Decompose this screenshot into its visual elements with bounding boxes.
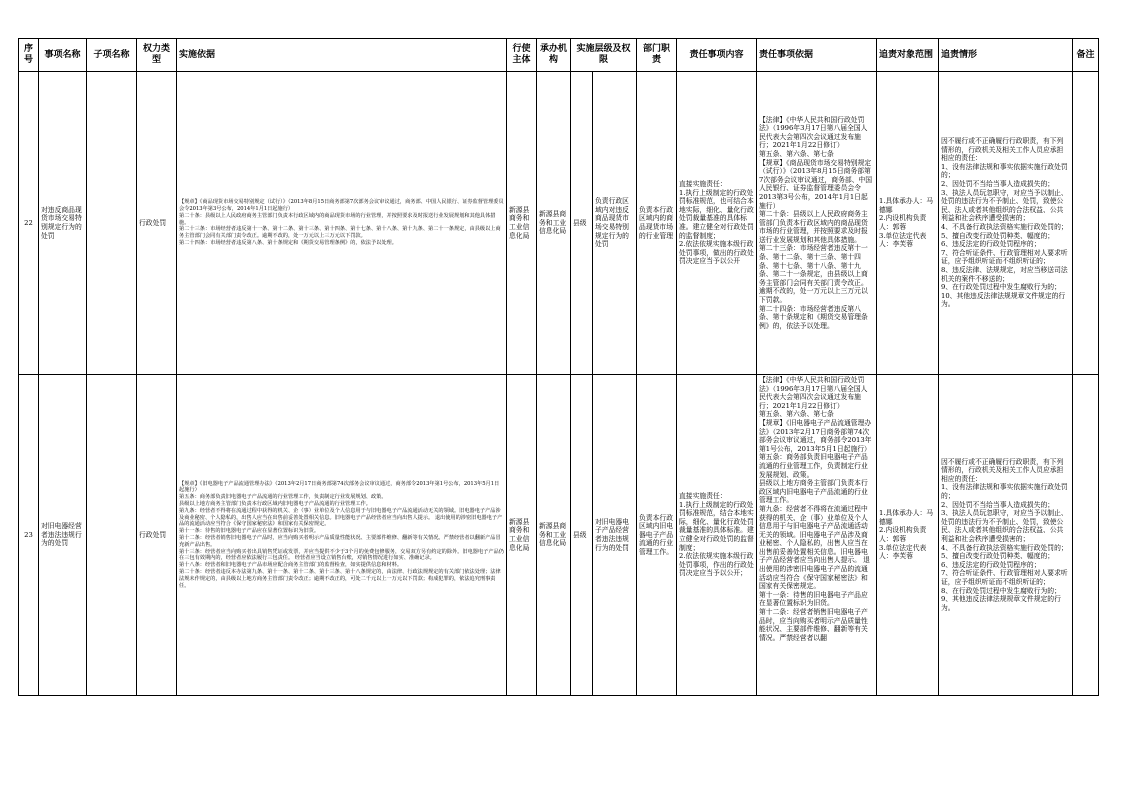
cell-level: 县级: [571, 375, 593, 696]
cell-level: 县级: [571, 72, 593, 375]
header-resp: 责任事项内容: [677, 39, 757, 72]
cell-scope: [877, 72, 939, 375]
cell-basis: [177, 375, 507, 696]
header-scope: 追责对象范围: [877, 39, 939, 72]
table-row: [19, 72, 1099, 375]
cell-basis: [177, 72, 507, 375]
header-subitem: 子项名称: [87, 39, 137, 72]
header-dept: 部门职责: [637, 39, 677, 72]
header-level: 实施层级及权限: [571, 39, 637, 72]
table-row: [19, 375, 1099, 696]
header-power-type: 权力类型: [137, 39, 177, 72]
basis-text: 【规章】《商品现货市场交易特别规定（试行）》（2013年8月15日商务部第7次部务会议审议通过，商务部、中国人民银行、证券监督管理委员会令2013年第3号公布，2014年1月1日起施行） 第二十条：县级以上人民政府商务主管部门负责本行政区域内的商品现货市场的行业管理，并按照要求及时报送行业发展规划和其他具体措施。 第二十三条：市场经营者违反第十一条、第十二条、第十三条、第十四条、第十七条、第十八条、第十九条、第二十一条规定，由县级以上商务主管部门会同有关部门责令改正。逾期不改的，处一万元以上三万元以下罚款。 第二十四条：市场经营者违反第八条、第十条规定和《期货交易管理条例》的，依法予以处理。: [179, 199, 504, 246]
cell-scope: [877, 375, 939, 696]
header-situation: 追责情形: [939, 39, 1073, 72]
header-seq: 序号: [19, 39, 39, 72]
cell-resp: [677, 375, 757, 696]
cell-organ: 新源县商务和工业信息化局: [537, 375, 571, 696]
cell-seq: 22: [19, 72, 39, 375]
scope-text: 1.具体承办人：马德娜 2.内设机构负责人：郭蓉 3.单位法定代表人：李芙蓉: [879, 509, 934, 561]
cell-subject: 新源县商务和工业信息化局: [507, 72, 537, 375]
responsibility-table-sheet: [18, 38, 1098, 696]
resp-text: 直接实施责任： 1.执行上级制定的行政处罚标准规范，结合本地实际，细化、量化行政处罚裁量基准的具体标准。建立健全对行政处罚的监督制度； 2.依法依规实施本级行政处罚事项，作出的行政处罚决定应当予以公开；: [679, 492, 754, 578]
cell-situation: [939, 72, 1073, 375]
header-basis: 实施依据: [177, 39, 507, 72]
header-note: 备注: [1073, 39, 1099, 72]
scope-text: 1.具体承办人：马德娜 2.内设机构负责人：郭蓉 3.单位法定代表人：李芙蓉: [879, 197, 934, 249]
header-subject: 行使主体: [507, 39, 537, 72]
cell-resp-basis: [757, 375, 877, 696]
resp-basis-text: 【法律】《中华人民共和国行政处罚法》（1996年3月17日第八届全国人民代表大会第四次会议通过发布施行；2021年1月22日修订） 第五条、第六条、第七条 【规章】《旧电器电子产品流通管理办法》（2013年2月17日商务部第74次部务会议审议通过，商务部令2013年第1号公布，2013年5月1日起施行） 第五条：商务部负责旧电器电子产品流通的行业管理工作，负责制定行业发展规划、政策。 县级以上地方商务主管部门负责本行政区域内旧电器电子产品流通的行业管理工作。 第九条：经营者不得将在流通过程中获得的机关、企（事）业单位及个人信息用于与旧电器电子产品流通活动无关的领域。旧电器电子产品涉及商业秘密、个人隐私的，出售人应当在出售前妥善处置相关信息。旧电器电子产品经营者应当向出售人提示。 退出使用的涉密旧电器电子产品的流通活动应当符合《保守国家秘密法》和国家有关保密规定。 第十一条：待售的旧电器电子产品应在显著位置标识为旧货。 第十二条：经营者销售旧电器电子产品时，应当向购买者明示产品质量性能状况、主要部件维修、翻新等有关情况。严禁经营者以翻: [759, 376, 872, 642]
basis-text: 【规章】《旧电器电子产品流通管理办法》（2013年2月17日商务部第74次部务会议审议通过，商务部令2013年第1号公布，2013年5月1日起施行） 第五条：商务部负责旧电器电子产品流通的行业管理工作，负责制定行业发展规划、政策。 县级以上地方商务主管部门负责本行政区域内旧电器电子产品流通的行业管理工作。 第九条：经营者不得将在流通过程中获得的机关、企（事）业单位及个人信息用于与旧电器电子产品流通活动无关的领域。旧电器电子产品涉及商业秘密、个人隐私的，出售人应当在出售前妥善处置相关信息。旧电器电子产品经营者应当向出售人提示。 退出使用的涉密旧电器电子产品的流通活动应当符合《保守国家秘密法》和国家有关保密规定。 第十一条：待售的旧电器电子产品应在显著位置标识为旧货。 第十二条：经营者销售旧电器电子产品时，应当向购买者明示产品质量性能状况、主要部件维修、翻新等有关情况。严禁经营者以翻新产品冒充新产品出售。 第十三条：经营者应当向购买者出具销售凭证或发票，并应当提供不少于3个月的免费包修服务，交易双方另有约定的除外。旧电器电子产品仍在三包有效期内的，经营者应依法履行三包责任。 经营者应当设立销售台账，对销售情况进行如实、准确记录。 第十八条：经营者和旧电器电子产品市场应配合商务主管部门的监督检查，如实提供信息和材料。 第二十条：经营者违反本办法第九条、第十一条、第十二条、第十三条、第十八条规定的，由法律、行政法规规定的有关部门依法处理；法律法规未作规定的，由县级以上地方商务主管部门责令改正；逾期不改正的，可处二千元以上一万元以下罚款；构成犯罪的，依法追究刑事责任。: [179, 480, 504, 589]
cell-subitem: [87, 375, 137, 696]
cell-seq: 23: [19, 375, 39, 696]
cell-note: [1073, 72, 1099, 375]
header-item: 事项名称: [39, 39, 87, 72]
cell-subitem: [87, 72, 137, 375]
situation-text: 因不履行或不正确履行行政职责，有下列情形的，行政机关及相关工作人员应承担相应的责任： 1、没有法律法规和事实依据实施行政处罚的； 2、因处罚不当给当事人造成损失的； 3、执法人员玩忽职守，对应当予以制止、处罚的违法行为不予制止、处罚，致使公民、法人或者其他组织的合法权益、公共利益和社会秩序遭受损害的； 4、不具备行政执法资格实施行政处罚的； 5、擅自改变行政处罚种类、幅度的； 6、违反法定的行政处罚程序的； 7、符合听证条件、行政管理相对人要求听证，应予组织听证而不组织听证的； 8、在行政处罚过程中发生腐败行为的； 9、其他违反法律法规规章文件规定的行为。: [941, 457, 1068, 612]
cell-dept: 负责本行政区域内的商品现货市场的行业管理: [637, 72, 677, 375]
cell-level-detail: 负责行政区域内对违反商品现货市场交易特别规定行为的处罚: [593, 72, 637, 375]
cell-resp: [677, 72, 757, 375]
cell-power-type: 行政处罚: [137, 72, 177, 375]
header-organ: 承办机构: [537, 39, 571, 72]
cell-resp-basis: [757, 72, 877, 375]
cell-level-detail: 对旧电器电子产品经营者违法违规行为的处罚: [593, 375, 637, 696]
resp-basis-text: 【法律】《中华人民共和国行政处罚法》（1996年3月17日第八届全国人民代表大会第四次会议通过发布施行；2021年1月22日修订） 第五条、第六条、第七条 【规章】《商品现货市场交易特别规定（试行）》（2013年8月15日商务部第7次部务会议审议通过，商务部、中国人民银行、证券监督管理委员会令2013第3号公布，2014年1月1日起施行） 第二十条：县级以上人民政府商务主管部门负责本行政区域内的商品现货市场的行业管理，并按照要求及时报送行业发展规划和其他具体措施。 第二十三条：市场经营者违反第十一条、第十二条、第十三条、第十四条、第十七条、第十八条、第十九条、第二十一条规定，由县级以上商务主管部门会同有关部门责令改正。逾期不改的，处一万元以上三万元以下罚款。 第二十四条：市场经营者违反第八条、第十条规定和《期货交易管理条例》的，依法予以处理。: [759, 115, 873, 330]
cell-power-type: 行政处罚: [137, 375, 177, 696]
cell-organ: 新源县商务和工业信息化局: [537, 72, 571, 375]
cell-item: 对旧电器经营者违法违规行为的处罚: [39, 375, 87, 696]
header-row: [19, 39, 1099, 72]
cell-situation: [939, 375, 1073, 696]
situation-text: 因不履行或不正确履行行政职责，有下列情形的，行政机关及相关工作人员应承担相应的责任： 1、没有法律法规和事实依据实施行政处罚的； 2、因处罚不当给当事人造成损失的； 3、执法人员玩忽职守，对应当予以制止、处罚的违法行为不予制止、处罚，致使公民、法人或者其他组织的合法权益、公共利益和社会秩序遭受损害的； 4、不具备行政执法资格实施行政处罚的； 5、擅自改变行政处罚种类、幅度的； 6、违反法定的行政处罚程序的； 7、符合听证条件、行政管理相对人要求听证，应予组织听证而不组织听证的； 8、违反法律、法规规定，对应当移送司法机关的案件不移送的； 9、在行政处罚过程中发生腐败行为的； 10、其他违反法律法规规章文件规定的行为。: [941, 137, 1068, 309]
cell-note: [1073, 375, 1099, 696]
responsibility-table: [18, 38, 1099, 696]
header-resp-basis: 责任事项依据: [757, 39, 877, 72]
cell-item: 对违反商品现货市场交易特别规定行为的处罚: [39, 72, 87, 375]
cell-dept: 负责本行政区域内旧电器电子产品流通的行业管理工作。: [637, 375, 677, 696]
cell-subject: 新源县商务和工业信息化局: [507, 375, 537, 696]
resp-text: 直接实施责任： 1.执行上级制定的行政处罚标准规范，也可结合本地实际，细化、量化行政处罚裁量基准的具体标准。建立健全对行政处罚的监督制度； 2.依法依规实施本级行政处罚事项，做出的行政处罚决定应当予以公开: [679, 180, 754, 266]
